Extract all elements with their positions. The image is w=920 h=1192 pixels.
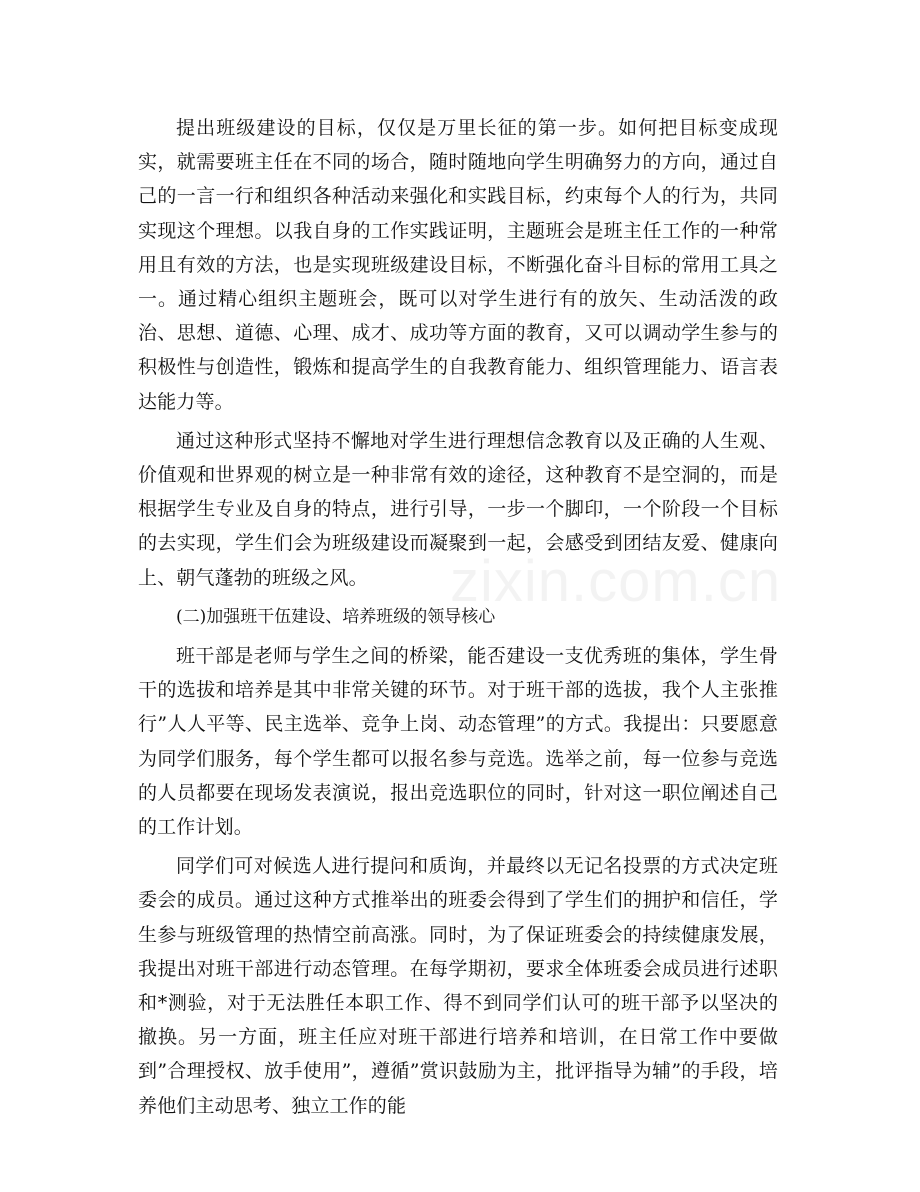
paragraph-cadre-management: 同学们可对候选人进行提问和质询，并最终以无记名投票的方式决定班委会的成员。通过这种方式推举出的班委会得到了学生们的拥护和信任，学生参与班级管理的热情空前高涨。同时，为了保证班委会的持续健康发展，我提出对班干部进行动态管理。在每学期初，要求全体班委会成员进行述职和*测验，对于无法胜任本职工作、得不到同学们认可的班干部予以坚决的撤换。另一方面，班主任应对班干部进行培养和培训，在日常工作中要做到”合理授权、放手使用”，遵循”赏识鼓励为主，批评指导为辅”的手段，培养他们主动思考、独立工作的能 <box>138 855 778 1117</box>
paragraph-cadre-selection: 班干部是老师与学生之间的桥梁，能否建设一支优秀班的集体，学生骨干的选拔和培养是其中非常关键的环节。对于班干部的选拔，我个人主张推行”人人平等、民主选举、竞争上岗、动态管理”的方式。我提出：只要愿意为同学们服务，每个学生都可以报名参与竞选。选举之前，每一位参与竞选的人员都要在现场发表演说，报出竞选职位的同时，针对这一职位阐述自己的工作计划。 <box>138 645 778 839</box>
paragraph-goal-setting: 提出班级建设的目标，仅仅是万里长征的第一步。如何把目标变成现实，就需要班主任在不同的场合，随时随地向学生明确努力的方向，通过自己的一言一行和组织各种活动来强化和实践目标，约束每个人的行为，共同实现这个理想。以我自身的工作实践证明，主题班会是班主任工作的一种常用且有效的方法，也是实现班级建设目标，不断强化奋斗目标的常用工具之一。通过精心组织主题班会，既可以对学生进行有的放矢、生动活泼的政治、思想、道德、心理、成才、成功等方面的教育，又可以调动学生参与的积极性与创造性，锻炼和提高学生的自我教育能力、组织管理能力、语言表达能力等。 <box>138 117 778 413</box>
body-text <box>138 111 778 1123</box>
section-heading-class-cadre: (二)加强班干伍建设、培养班级的领导核心 <box>176 606 496 627</box>
paragraph-ideal-education: 通过这种形式坚持不懈地对学生进行理想信念教育以及正确的人生观、价值观和世界观的树立是一种非常有效的途径，这种教育不是空洞的，而是根据学生专业及自身的特点，进行引导，一步一个脚印，一个阶段一个目标的去实现，学生们会为班级建设而凝聚到一起，会感受到团结友爱、健康向上、朝气蓬勃的班级之风。 <box>138 429 778 589</box>
